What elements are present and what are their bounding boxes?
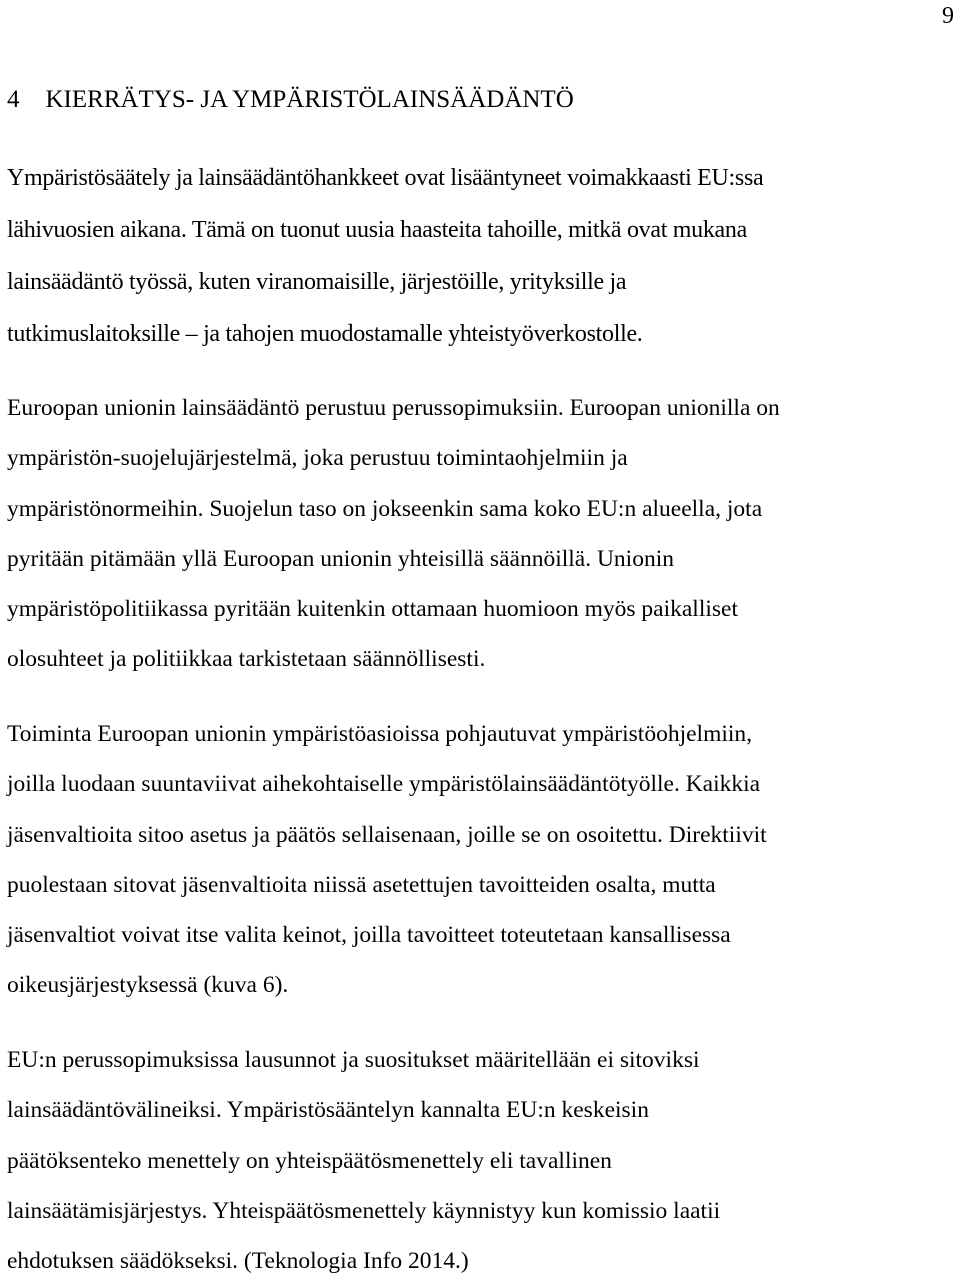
section-heading	[7, 80, 574, 120]
paragraph-1: Ympäristösäätely ja lainsäädäntöhankkeet ovat lisääntyneet voimakkaasti EU:ssa lähivuosien aikana. Tämä on tuonut uusia haasteita tahoille, mitkä ovat mukana lainsäädäntö työssä, kuten viranomaisille, järjestöille, yrityksille ja tutkimuslaitoksille – ja tahojen muodostamalle yhteistyöverkostolle.	[7, 165, 764, 347]
paragraph-2: Euroopan unionin lainsäädäntö perustuu perussopimuksiin. Euroopan unionilla on ympäristön-suojelujärjestelmä, joka perustuu toimintaohjelmiin ja ympäristönormeihin. Suojelun taso on jokseenkin sama koko EU:n alueella, jota pyritään pitämään yllä Euroopan unionin yhteisillä säännöillä. Unionin ympäristöpolitiikassa pyritään kuitenkin ottamaan huomioon myös paikalliset olosuhteet ja politiikkaa tarkistetaan säännöllisesti.	[7, 395, 780, 673]
section-number: 4	[7, 86, 20, 113]
paragraph-3: Toiminta Euroopan unionin ympäristöasioissa pohjautuvat ympäristöohjelmiin, joilla luodaan suuntaviivat aihekohtaiselle ympäristölainsäädäntötyölle. Kaikkia jäsenvaltioita sitoo asetus ja päätös sellaisenaan, joille se on osoitettu. Direktiivit puolestaan sitovat jäsenvaltioita niissä asetettujen tavoitteiden osalta, mutta jäsenvaltiot voivat itse valita keinot, joilla tavoitteet toteutetaan kansallisessa oikeusjärjestyksessä (kuva 6).	[7, 721, 767, 999]
page-number: 9	[942, 3, 954, 29]
section-title: KIERRÄTYS- JA YMPÄRISTÖLAINSÄÄDÄNTÖ	[45, 86, 574, 113]
paragraph-4: EU:n perussopimuksissa lausunnot ja suositukset määritellään ei sitoviksi lainsäädäntövälineiksi. Ympäristösääntelyn kannalta EU:n keskeisin päätöksenteko menettely on yhteispäätösmenettely eli tavallinen lainsäätämisjärjestys. Yhteispäätösmenettely käynnistyy kun komissio laatii ehdotuksen säädökseksi. (Teknologia Info 2014.)	[7, 1047, 721, 1275]
